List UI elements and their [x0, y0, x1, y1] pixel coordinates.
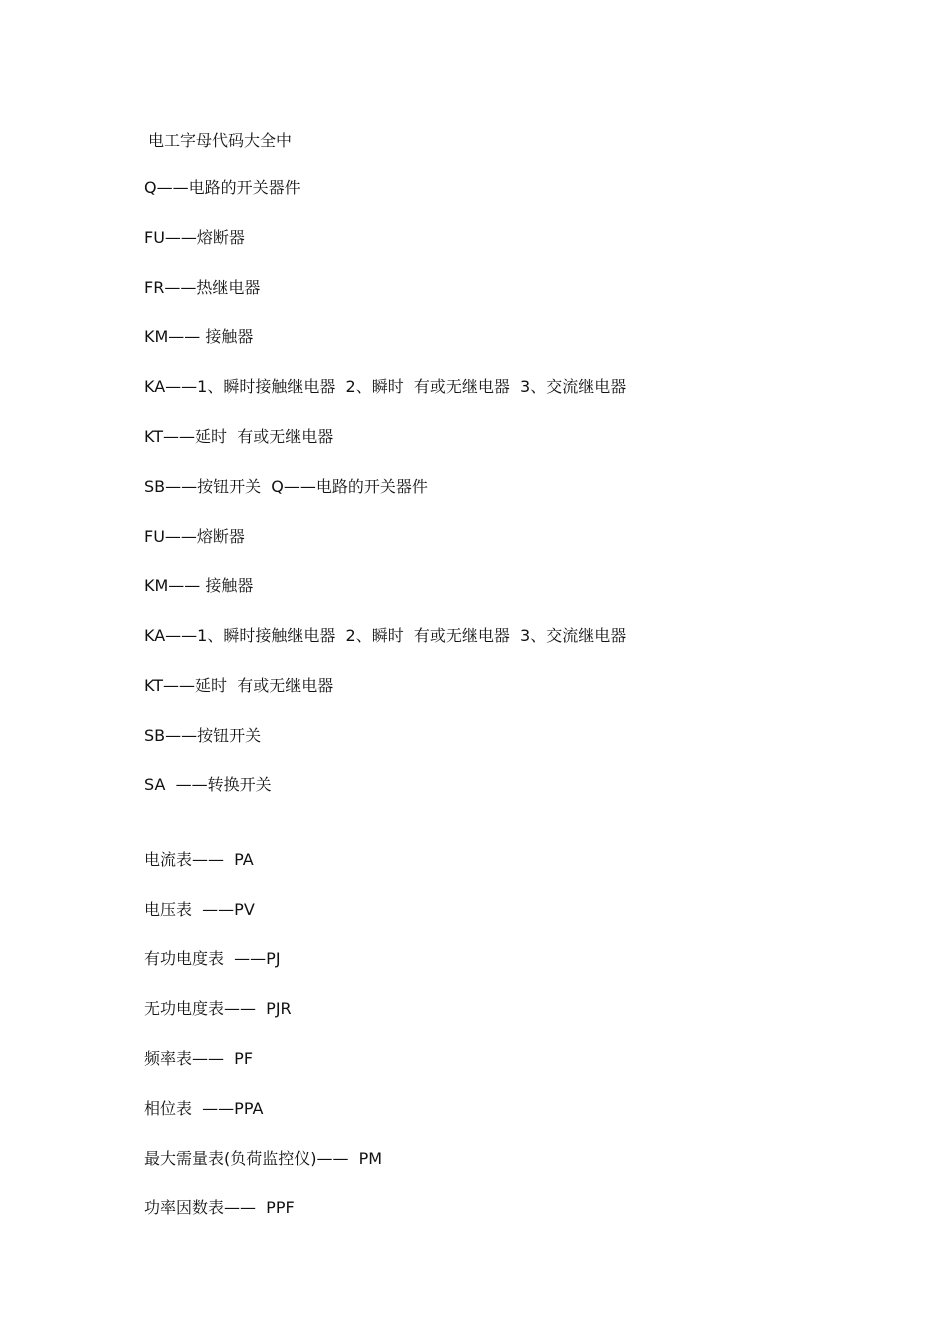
code-line-km: KM—— 接触器 [144, 327, 254, 346]
meter-line-ppa: 相位表 ——PPA [144, 1099, 264, 1118]
code-line-ka-2: KA——1、瞬时接触继电器 2、瞬时 有或无继电器 3、交流继电器 [144, 626, 627, 645]
code-line-q: Q——电路的开关器件 [144, 178, 301, 197]
document-title: 电工字母代码大全中 [148, 131, 293, 150]
meter-line-pf: 频率表—— PF [144, 1049, 254, 1068]
code-line-sb: SB——按钮开关 [144, 726, 262, 745]
meter-line-pj: 有功电度表 ——PJ [144, 949, 281, 968]
code-line-fu: FU——熔断器 [144, 228, 245, 247]
meter-line-pjr: 无功电度表—— PJR [144, 999, 292, 1018]
code-line-sb-q: SB——按钮开关 Q——电路的开关器件 [144, 477, 428, 496]
code-line-ka: KA——1、瞬时接触继电器 2、瞬时 有或无继电器 3、交流继电器 [144, 377, 627, 396]
code-line-kt-2: KT——延时 有或无继电器 [144, 676, 334, 695]
meter-line-ppf: 功率因数表—— PPF [144, 1198, 295, 1217]
meter-line-pv: 电压表 ——PV [144, 900, 255, 919]
code-line-sa: SA ——转换开关 [144, 775, 272, 794]
code-line-fu-2: FU——熔断器 [144, 527, 245, 546]
code-line-kt: KT——延时 有或无继电器 [144, 427, 334, 446]
code-line-fr: FR——热继电器 [144, 278, 261, 297]
code-line-km-2: KM—— 接触器 [144, 576, 254, 595]
meter-line-pm: 最大需量表(负荷监控仪)—— PM [144, 1149, 383, 1168]
meter-line-pa: 电流表—— PA [144, 850, 254, 869]
